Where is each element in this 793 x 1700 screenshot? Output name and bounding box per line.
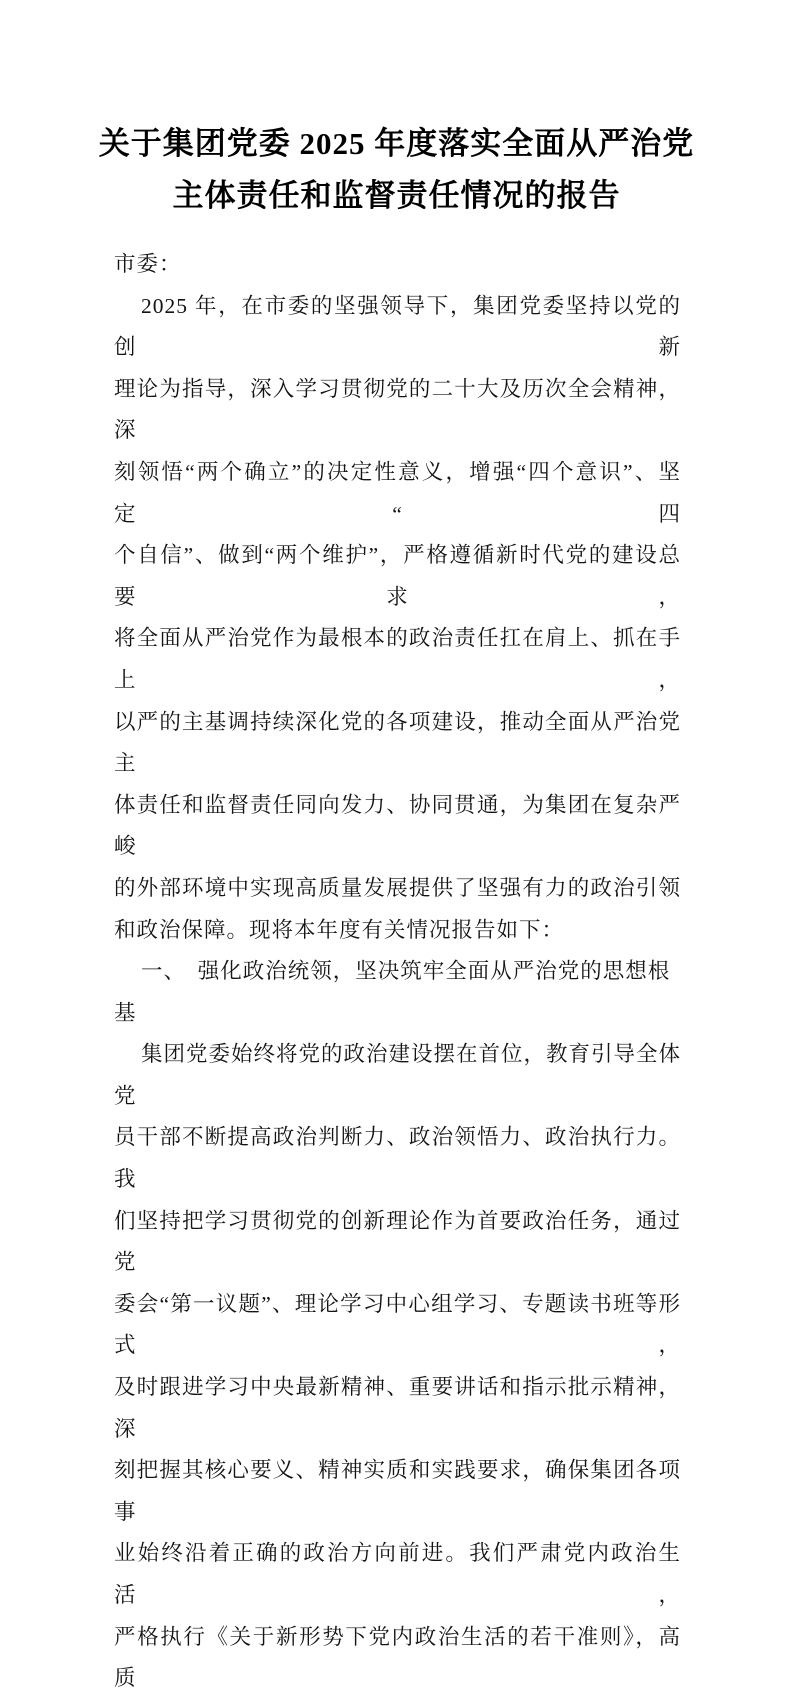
document-title-line-2: 主体责任和监督责任情况的报告 (172, 178, 621, 213)
body-line: 理论为指导，深入学习贯彻党的二十大及历次全会精神，深 (114, 376, 681, 443)
section-heading: 一、 强化政治统领，坚决筑牢全面从严治党的思想根基 (114, 959, 671, 1025)
document-title-line-1: 关于集团党委 2025 年度落实全面从严治党 (98, 126, 695, 161)
body-line: 体责任和监督责任同向发力、协同贯通，为集团在复杂严峻 (114, 792, 681, 859)
salutation-line: 市委： (114, 252, 182, 276)
body-line: 业始终沿着正确的政治方向前进。我们严肃党内政治生活， (114, 1541, 681, 1607)
body-line: 个自信”、做到“两个维护”，严格遵循新时代党的建设总要求， (114, 543, 681, 609)
body-line: 刻领悟“两个确立”的决定性意义，增强“四个意识”、坚定“四 (114, 459, 681, 526)
document-body (114, 244, 681, 1700)
body-line: 2025 年，在市委的坚强领导下，集团党委坚持以党的创新 (114, 293, 681, 360)
body-line: 员干部不断提高政治判断力、政治领悟力、政治执行力。我 (114, 1125, 681, 1192)
body-line: 委会“第一议题”、理论学习中心组学习、专题读书班等形式， (114, 1291, 681, 1358)
body-line: 和政治保障。现将本年度有关情况报告如下： (114, 917, 565, 942)
body-line: 严格执行《关于新形势下党内政治生活的若干准则》，高质 (114, 1624, 681, 1691)
body-line: 集团党委始终将党的政治建设摆在首位，教育引导全体党 (114, 1042, 682, 1108)
body-line: 以严的主基调持续深化党的各项建设，推动全面从严治党主 (114, 709, 681, 776)
body-line: 及时跟进学习中央最新精神、重要讲话和指示批示精神，深 (114, 1375, 681, 1441)
body-line: 们坚持把学习贯彻党的创新理论作为首要政治任务，通过党 (114, 1208, 681, 1275)
body-line: 的外部环境中实现高质量发展提供了坚强有力的政治引领 (114, 875, 681, 900)
document-title (0, 0, 793, 222)
body-line: 将全面从严治党作为最根本的政治责任扛在肩上、抓在手上， (114, 626, 681, 692)
body-line: 刻把握其核心要义、精神实质和实践要求，确保集团各项事 (114, 1458, 681, 1524)
